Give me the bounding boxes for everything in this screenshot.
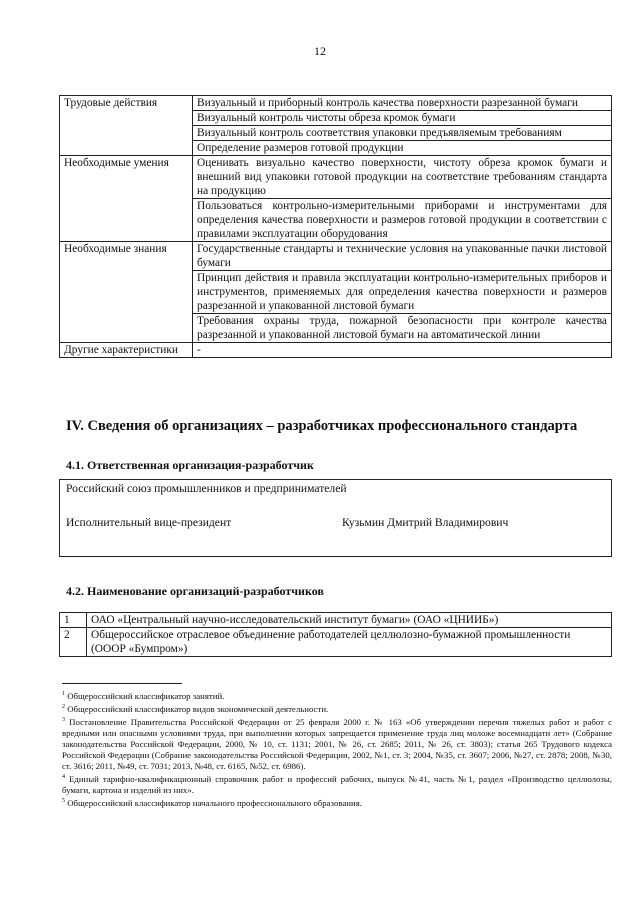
row-label-required-skills: Необходимые умения xyxy=(60,156,193,242)
footnote-mark: 3 xyxy=(62,716,65,723)
footnote xyxy=(62,796,612,809)
footnote-text: Единый тарифно-квалификационный справочник работ и профессий рабочих, выпуск №41, часть №1, раздел «Производство целлюлозы, бумаги, картона и изделий из них». xyxy=(62,773,612,795)
page-number: 12 xyxy=(314,44,326,58)
footnote-text: Постановление Правительства Российской Федерации от 25 февраля 2000 г. № 163 «Об утверждении перечня тяжелых работ и работ с вредными или опасными условиями труда, при выполнении которых запрещается применение труда лиц моложе восемнадцати лет» (Собрание законодательства Российской Федерации, 2000, № 10, ст. 1131; 2001, № 26, ст. 2685; 2011, № 26, ст. 3803); статья 265 Трудового кодекса Российской Федерации (Собрание законодательства Российской Федерации, 2002, №1, ст. 3; 2004, №35, ст. 3607; 2006, №27, ст. 2878; 2008, №30, ст. 3616; 2011, №49, ст. 7031; 2013, №48, ст. 6165, №52, ст. 6986). xyxy=(62,716,613,771)
developer-name: Общероссийское отраслевое объединение работодателей целлюлозно-бумажной промышленности (ОООР «Бумпром») xyxy=(87,628,612,657)
subsection-title-responsible-org: 4.1. Ответственная организация-разработчик xyxy=(66,458,314,472)
footnote xyxy=(62,772,612,796)
subsection-title-developers: 4.2. Наименование организаций-разработчиков xyxy=(66,584,324,598)
table-row xyxy=(60,613,612,628)
signatory-name: Кузьмин Дмитрий Владимирович xyxy=(342,516,509,529)
table-cell: Принцип действия и правила эксплуатации контрольно-измерительных приборов и инструментов, применяемых для определения качества поверхности и размеров разрезанной и упакованной листовой бумаги xyxy=(193,271,612,314)
table-row xyxy=(60,156,612,199)
table-cell: Визуальный контроль соответствия упаковки предъявляемым требованиям xyxy=(193,126,612,141)
footnotes xyxy=(62,689,612,809)
footnote-text: Общероссийский классификатор занятий. xyxy=(67,690,225,701)
footnote-text: Общероссийский классификатор видов экономической деятельности. xyxy=(67,703,329,714)
footnote xyxy=(62,689,612,702)
table-cell: - xyxy=(193,343,612,358)
table-cell: Оценивать визуально качество поверхности, чистоту обреза кромок бумаги и внешний вид упаковки готовой продукции на соответствие требованиям стандарта на продукцию xyxy=(193,156,612,199)
footnote xyxy=(62,715,612,772)
developer-name: ОАО «Центральный научно-исследовательский институт бумаги» (ОАО «ЦНИИБ») xyxy=(87,613,612,628)
section-title: IV. Сведения об организациях – разработчиках профессионального стандарта xyxy=(66,418,578,434)
table-cell: Определение размеров готовой продукции xyxy=(193,141,612,156)
footnote-divider xyxy=(62,683,182,684)
table-row xyxy=(60,628,612,657)
row-number: 2 xyxy=(60,628,87,657)
footnote-mark: 2 xyxy=(62,703,65,710)
developers-table xyxy=(59,612,612,657)
table-cell: Государственные стандарты и технические условия на упакованные пачки листовой бумаги xyxy=(193,242,612,271)
org-name: Российский союз промышленников и предпринимателей xyxy=(66,482,347,495)
footnote-mark: 1 xyxy=(62,691,65,697)
signatory-position: Исполнительный вице-президент xyxy=(66,516,232,529)
table-cell: Визуальный и приборный контроль качества поверхности разрезанной бумаги xyxy=(193,96,612,111)
responsible-org-box xyxy=(59,479,612,557)
table-cell: Визуальный контроль чистоты обреза кромок бумаги xyxy=(193,111,612,126)
table-row xyxy=(60,96,612,111)
table-cell: Требования охраны труда, пожарной безопасности при контроле качества разрезанной и упакованной листовой бумаги на автоматической линии xyxy=(193,314,612,343)
row-label-other-characteristics: Другие характеристики xyxy=(60,343,193,358)
work-functions-table xyxy=(59,95,612,358)
footnote xyxy=(62,702,612,715)
table-cell: Пользоваться контрольно-измерительными приборами и инструментами для определения качества поверхности и размеров готовой продукции в соответствии с правилами эксплуатации оборудования xyxy=(193,199,612,242)
footnote-text: Общероссийский классификатор начального профессионального образования. xyxy=(67,797,362,808)
row-number: 1 xyxy=(60,613,87,628)
table-row xyxy=(60,242,612,271)
footnote-mark: 5 xyxy=(62,797,65,804)
row-label-work-actions: Трудовые действия xyxy=(60,96,193,156)
table-row xyxy=(60,343,612,358)
row-label-required-knowledge: Необходимые знания xyxy=(60,242,193,343)
footnote-mark: 4 xyxy=(62,773,65,780)
